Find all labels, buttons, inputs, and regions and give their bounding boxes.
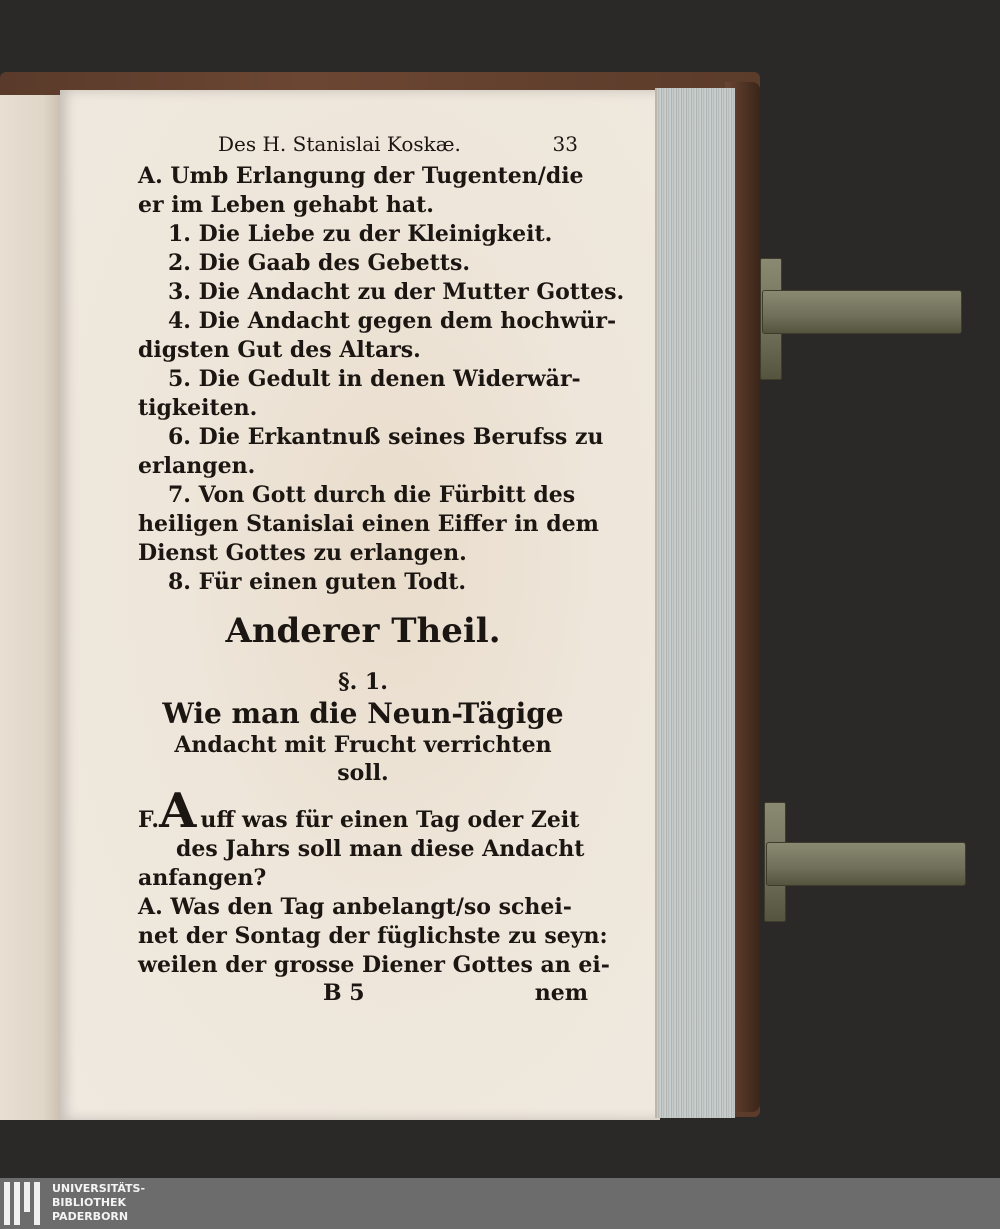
header-title: Des H. Stanislai Koskæ. [218, 132, 461, 156]
library-banner [0, 1178, 1000, 1229]
library-name-line: PADERBORN [52, 1210, 129, 1223]
running-header [138, 128, 588, 162]
list-item: 8. Für einen guten Todt. [168, 569, 467, 595]
section-heading: Anderer Theil. [225, 611, 501, 651]
catchword: nem [534, 980, 588, 1006]
list-item: 6. Die Erkantnuß seines Berufss zu [168, 424, 604, 450]
answer-line: A. Was den Tag anbelangt/so schei- [138, 894, 572, 920]
list-item: 2. Die Gaab des Gebetts. [168, 250, 471, 276]
list-item: 5. Die Gedult in denen Widerwär- [168, 366, 581, 392]
paragraph-mark: §. 1. [338, 669, 388, 695]
list-item: 7. Von Gott durch die Fürbitt des [168, 482, 576, 508]
list-item-continuation: Dienst Gottes zu erlangen. [138, 540, 467, 566]
answer-line: weilen der grosse Diener Gottes an ei- [138, 952, 610, 978]
page-text [138, 128, 625, 1010]
list-item-continuation: digsten Gut des Altars. [138, 337, 421, 363]
list-item: 3. Die Andacht zu der Mutter Gottes. [168, 279, 625, 305]
list-item-continuation: erlangen. [138, 453, 256, 479]
library-name-line: UNIVERSITÄTS- [52, 1182, 146, 1195]
left-page-edge [0, 95, 62, 1120]
question-line: anfangen? [138, 865, 267, 891]
drop-cap: A [159, 783, 197, 839]
question-block [138, 783, 588, 893]
question-line: des Jahrs soll man diese Andacht [176, 836, 585, 862]
list-item: 1. Die Liebe zu der Kleinigkeit. [168, 221, 553, 247]
page-block-edges [655, 88, 735, 1118]
library-name [52, 1182, 145, 1224]
chapter-subtitle-end: soll. [337, 760, 389, 786]
library-name-line: BIBLIOTHEK [52, 1196, 127, 1209]
chapter-subtitle: Andacht mit Frucht verrichten [174, 732, 552, 758]
chapter-title: Wie man die Neun-Tägige [162, 697, 564, 730]
text-line: A. Umb Erlangung der Tugenten/die [138, 163, 584, 189]
signature-mark: B 5 [323, 980, 365, 1006]
question-text: uff was für einen Tag oder Zeit [200, 807, 580, 833]
clasp-bottom-bar [766, 842, 966, 886]
clasp-top-bar [762, 290, 962, 334]
question-prefix: F. [138, 807, 160, 833]
answer-line: net der Sontag der füglichste zu seyn: [138, 923, 608, 949]
text-line: er im Leben gehabt hat. [138, 192, 434, 218]
page-footer [138, 980, 588, 1010]
list-item-continuation: heiligen Stanislai einen Eiffer in dem [138, 511, 599, 537]
page-number: 33 [552, 132, 578, 156]
list-item-continuation: tigkeiten. [138, 395, 258, 421]
library-logo-icon [4, 1182, 44, 1225]
list-item: 4. Die Andacht gegen dem hochwür- [168, 308, 617, 334]
question-line [138, 783, 588, 839]
